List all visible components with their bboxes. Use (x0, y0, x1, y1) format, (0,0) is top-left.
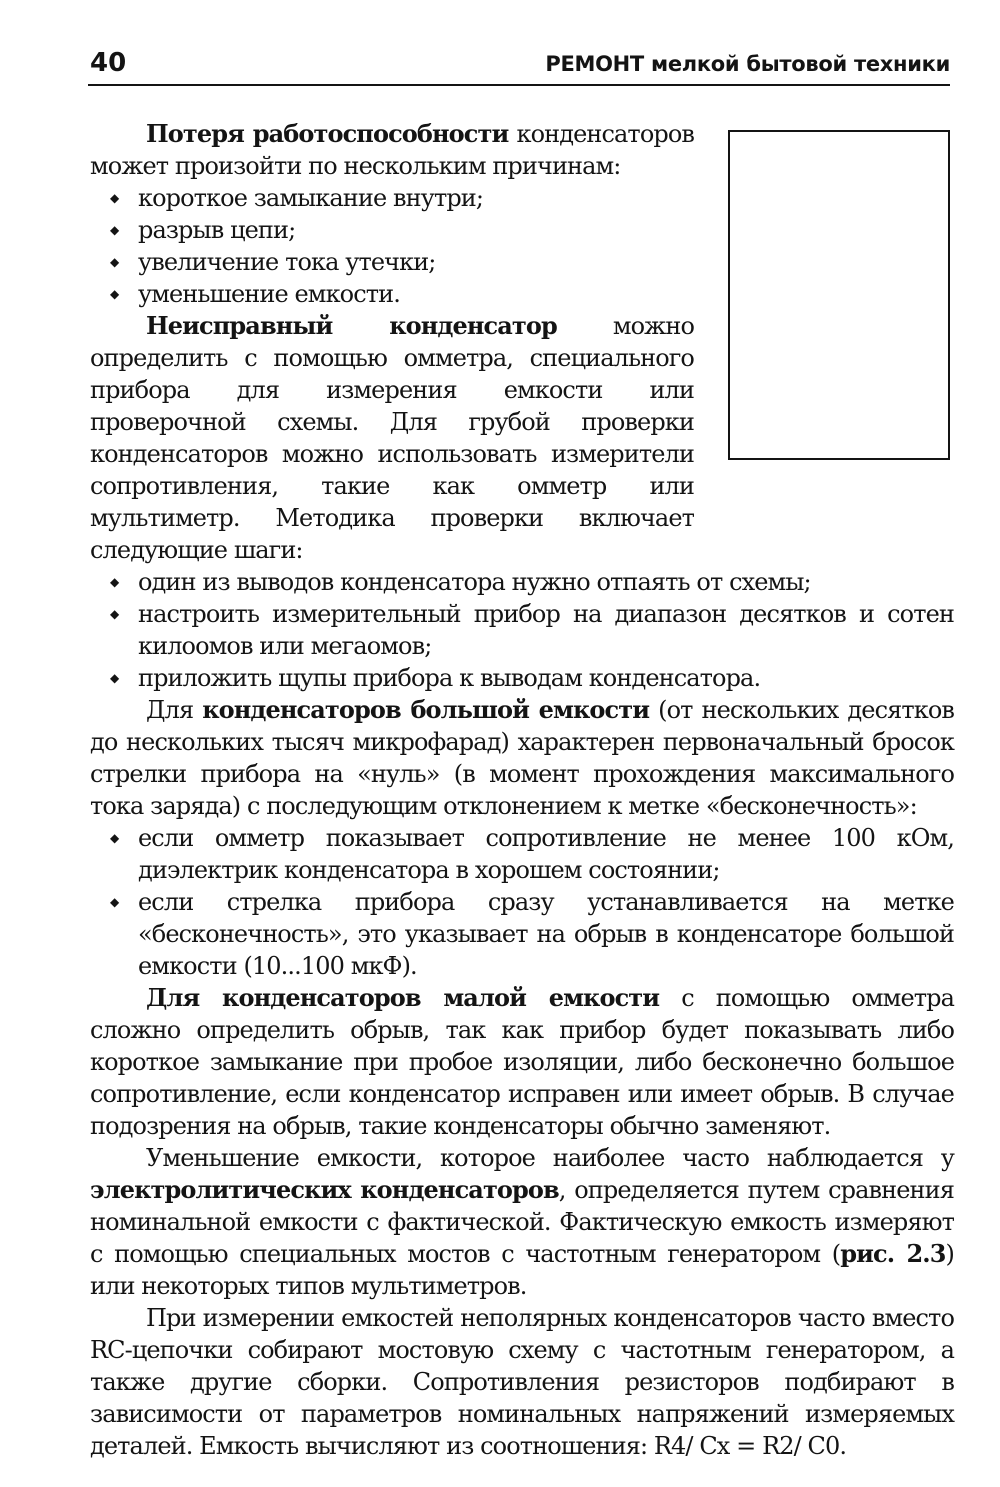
page-number: 40 (90, 48, 127, 78)
figure-reference: рис. 2.3 (840, 1239, 946, 1268)
paragraph-nonpolar (90, 1302, 954, 1462)
paragraph-text: Уменьшение емкости, которое наиболее часто наблюдается у (146, 1144, 954, 1172)
paragraph-text: можно определить с помощью омметра, специального прибора для измерения емкости или проверочной схемы. Для грубой проверки конденсаторов можно использовать измерители сопротивления, такие как омметр или мультиметр. Методика проверки включает следующие шаги: (90, 312, 695, 564)
paragraph-text: , определяется путем сравнения номинальной емкости с фактической. Фактическую емкость измеряют с помощью специальных мостов с частотным генератором ( (90, 1176, 954, 1268)
paragraph-faulty-capacitor (90, 310, 694, 566)
list-item: ◆ если омметр показывает сопротивление не менее 100 кОм, диэлектрик конденсатора в хорошем состоянии; (90, 822, 954, 886)
list-item: ◆ увеличение тока утечки; (90, 246, 694, 278)
paragraph-text: конденсаторов может произойти по нескольким причинам: (90, 120, 694, 180)
list-item: ◆ приложить щупы прибора к выводам конденсатора. (90, 662, 954, 694)
paragraph-text: (от нескольких десятков до нескольких тысяч микрофарад) характерен первоначальный бросок стрелки прибора на «нуль» (в момент прохождения максимального тока заряда) с последующим отклонением к метке «бесконечность»: (90, 696, 954, 820)
term-large-capacitance: конденсаторов большой емкости (202, 695, 650, 724)
list-item: ◆ если стрелка прибора сразу устанавливается на метке «бесконечность», это указывает на обрыв в конденсаторе большой емкости (10...100 мкФ). (90, 886, 954, 982)
term-electrolytic: электролитических конденсаторов (90, 1175, 559, 1204)
paragraph-electrolytic (90, 1142, 954, 1302)
page-header (88, 40, 950, 86)
list-item: ◆ уменьшение емкости. (90, 278, 694, 310)
paragraph-text: При измерении емкостей неполярных конденсаторов часто вместо RC-цепочки собирают мостовую схему с частотным генератором, а также другие сборки. Сопротивления резисторов подбирают в зависимости от параметров номинальных напряжений измеряемых деталей. Емкость вычисляют из соотношения: R4/ Cx = R2/ C0. (90, 1304, 954, 1460)
term-small-capacitance: Для конденсаторов малой емкости (146, 983, 660, 1012)
paragraph-text: с помощью омметра сложно определить обрыв, так как прибор будет показывать либо короткое замыкание при пробое изоляции, либо бесконечно большое сопротивление, если конденсатор исправен или имеет обрыв. В случае подозрения на обрыв, такие конденсаторы обычно заменяют. (90, 984, 954, 1140)
paragraph-loss-of-function (90, 118, 694, 182)
list-item: ◆ короткое замыкание внутри; (90, 182, 694, 214)
term-faulty-capacitor: Неисправный конденсатор (146, 311, 557, 340)
paragraph-small-capacitance (90, 982, 954, 1142)
list-item: ◆ один из выводов конденсатора нужно отпаять от схемы; (90, 566, 954, 598)
paragraph-text: Для (146, 696, 203, 724)
running-title: РЕМОНТ мелкой бытовой техники (545, 52, 950, 76)
paragraph-large-capacitance (90, 694, 954, 822)
main-text (90, 118, 954, 1462)
causes-list (90, 182, 694, 310)
term-loss-of-function: Потеря работоспособности (146, 119, 509, 148)
list-item: ◆ разрыв цепи; (90, 214, 694, 246)
large-capacitance-list (90, 822, 954, 982)
list-item: ◆ настроить измерительный прибор на диапазон десятков и сотен килоомов или мегаомов; (90, 598, 954, 662)
paragraph-text: ) или некоторых типов мультиметров. (90, 1240, 954, 1300)
steps-list (90, 566, 954, 694)
